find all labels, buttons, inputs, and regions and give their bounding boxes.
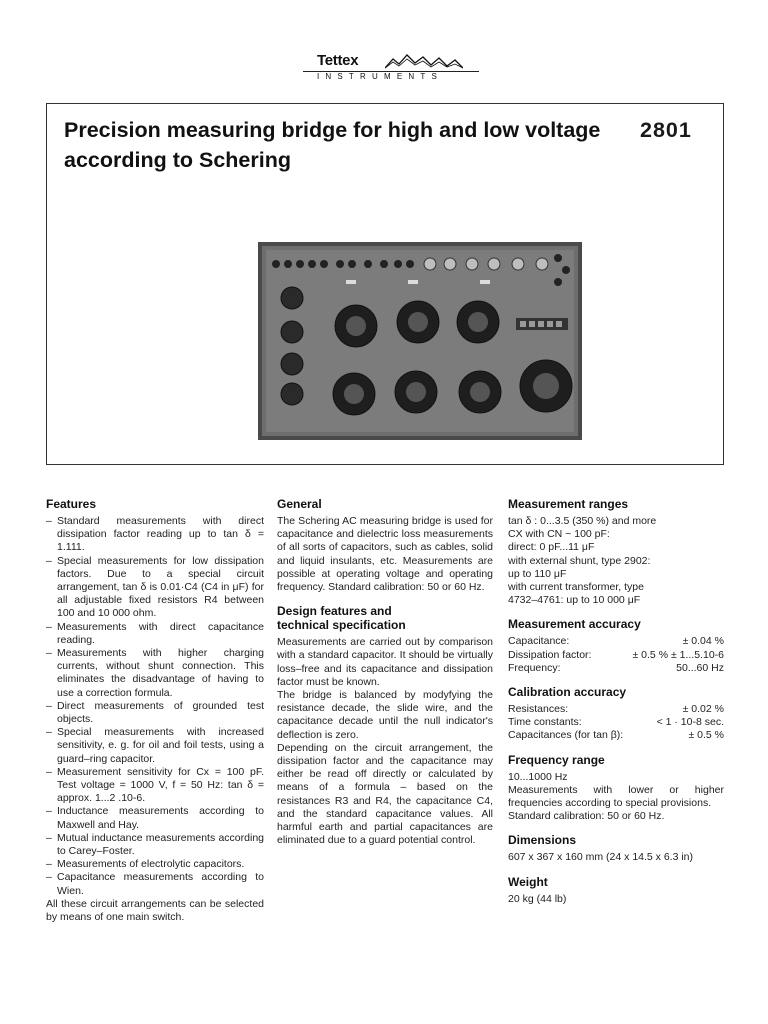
dimensions-text: 607 x 367 x 160 mm (24 x 14.5 x 6.3 in) — [508, 851, 694, 864]
feature-item: – Measurements with direct capacitance reading. — [46, 621, 264, 647]
calibration-label: Capacitances (for tan β): — [508, 729, 624, 742]
dimensions-heading: Dimensions — [508, 833, 577, 848]
ranges-line: with external shunt, type 2902: — [508, 554, 651, 567]
feature-item: – Capacitance measurements according to Wien. — [46, 871, 264, 897]
feature-item: – Direct measurements of grounded test objects. — [46, 700, 264, 726]
logo-wave-icon — [385, 53, 463, 69]
features-column — [46, 497, 264, 924]
calibration-value: ± 0.5 % — [688, 729, 724, 742]
calibration-row — [508, 729, 724, 742]
product-photo — [258, 242, 582, 440]
general-text: The Schering AC measuring bridge is used for capacitance and dielectric loss measurements of all sorts of capacitors, such as cables, solid and liquid insulants, etc. Measurements are possible at operating voltage and operating frequency. Standard calibration: 50 or 60 Hz. — [277, 515, 493, 594]
page-title: Precision measuring bridge for high and low voltage according to Schering — [64, 118, 601, 172]
design-heading-line: Design features and — [277, 604, 392, 619]
frequency-line: Measurements with lower or higher frequencies according to special provisions. — [508, 783, 724, 810]
accuracy-label: Frequency: — [508, 661, 561, 674]
feature-item: – Standard measurements with direct dissipation factor reading up to tan δ = 1.111. — [46, 515, 264, 555]
accuracy-row — [508, 649, 724, 662]
design-text: Measurements are carried out by comparison with a standard capacitor. It should be virtually loss–free and its capacitance and dissipation factor must be known. — [277, 636, 493, 688]
calibration-label: Time constants: — [508, 716, 582, 729]
ranges-line: up to 110 μF — [508, 567, 567, 580]
frequency-line: 10...1000 Hz — [508, 770, 568, 783]
accuracy-label: Dissipation factor: — [508, 648, 592, 661]
accuracy-label: Capacitance: — [508, 635, 570, 648]
design-heading — [277, 604, 493, 632]
ranges-heading: Measurement ranges — [508, 497, 629, 511]
feature-item: – Inductance measurements according to Maxwell and Hay. — [46, 805, 264, 831]
calibration-value: ± 0.02 % — [682, 703, 724, 716]
feature-item: – Special measurements with increased sensitivity, e. g. for oil and foil tests, using a guard–ring capacitor. — [46, 726, 264, 766]
accuracy-row — [508, 662, 724, 675]
feature-item: – Measurement sensitivity for Cx = 100 pF. Test voltage = 1000 V, f = 50 Hz: tan δ = approx. 1...2 .10-6. — [46, 766, 264, 806]
general-column — [277, 497, 493, 847]
ranges-line: CX with CN ~ 100 pF: — [508, 528, 610, 541]
accuracy-value: 50...60 Hz — [676, 661, 724, 674]
accuracy-value: ± 0.04 % — [682, 635, 724, 648]
accuracy-heading: Measurement accuracy — [508, 617, 641, 632]
frequency-line: Standard calibration: 50 or 60 Hz. — [508, 810, 665, 823]
tettex-logo — [303, 52, 479, 82]
ranges-line: 4732–4761: up to 10 000 μF — [508, 594, 641, 607]
calibration-value: < 1 · 10-8 sec. — [656, 716, 724, 729]
logo-brand: Tettex — [317, 52, 359, 69]
model-number: 2801 — [640, 118, 692, 142]
feature-item: – Measurements of electrolytic capacitors. — [46, 858, 264, 871]
calibration-heading: Calibration accuracy — [508, 685, 627, 700]
frequency-heading: Frequency range — [508, 752, 605, 767]
logo-subtitle: INSTRUMENTS — [317, 72, 443, 81]
weight-heading: Weight — [508, 874, 548, 889]
ranges-line: direct: 0 pF...11 μF — [508, 541, 595, 554]
features-list — [46, 515, 264, 898]
feature-item: – Measurements with higher charging currents, without shunt connection. This eliminates the disadvantage of having to use a correction formula. — [46, 647, 264, 700]
calibration-label: Resistances: — [508, 703, 569, 716]
accuracy-row — [508, 635, 724, 648]
ranges-lines — [508, 515, 724, 607]
design-text: The bridge is balanced by modyfying the resistance decade, the slide wire, and the capacitance decade until the null indicator's deflection is zero. — [277, 689, 493, 741]
features-heading: Features — [46, 497, 97, 511]
feature-item: – Mutual inductance measurements according to Carey–Foster. — [46, 832, 264, 858]
weight-text: 20 kg (44 lb) — [508, 892, 567, 905]
design-heading-line: technical specification — [277, 618, 406, 633]
calibration-row — [508, 716, 724, 729]
general-heading: General — [277, 497, 322, 511]
ranges-line: with current transformer, type — [508, 581, 644, 594]
feature-item: – Special measurements for low dissipation factors. Due to a special circuit arrangement, tan δ is 0.01·C4 (C4 in μF) for all adjustable fixed resistors R4 between 100 and 10 000 ohm. — [46, 555, 264, 621]
ranges-line: tan δ : 0...3.5 (350 %) and more — [508, 515, 657, 527]
design-text: Depending on the circuit arrangement, the dissipation factor and the capacitance may either be read off directly or calculated by means of a formula – based on the resistances R3 and R4, the capacitance C4, and the standard capacitance values. All harmful earth and partial capacitances are eliminated due to a guard potential control. — [277, 741, 493, 847]
accuracy-value: ± 0.5 % ± 1...5.10-6 — [632, 648, 724, 661]
specs-column — [508, 497, 724, 906]
features-footer: All these circuit arrangements can be selected by means of one main switch. — [46, 897, 264, 924]
calibration-row — [508, 703, 724, 716]
